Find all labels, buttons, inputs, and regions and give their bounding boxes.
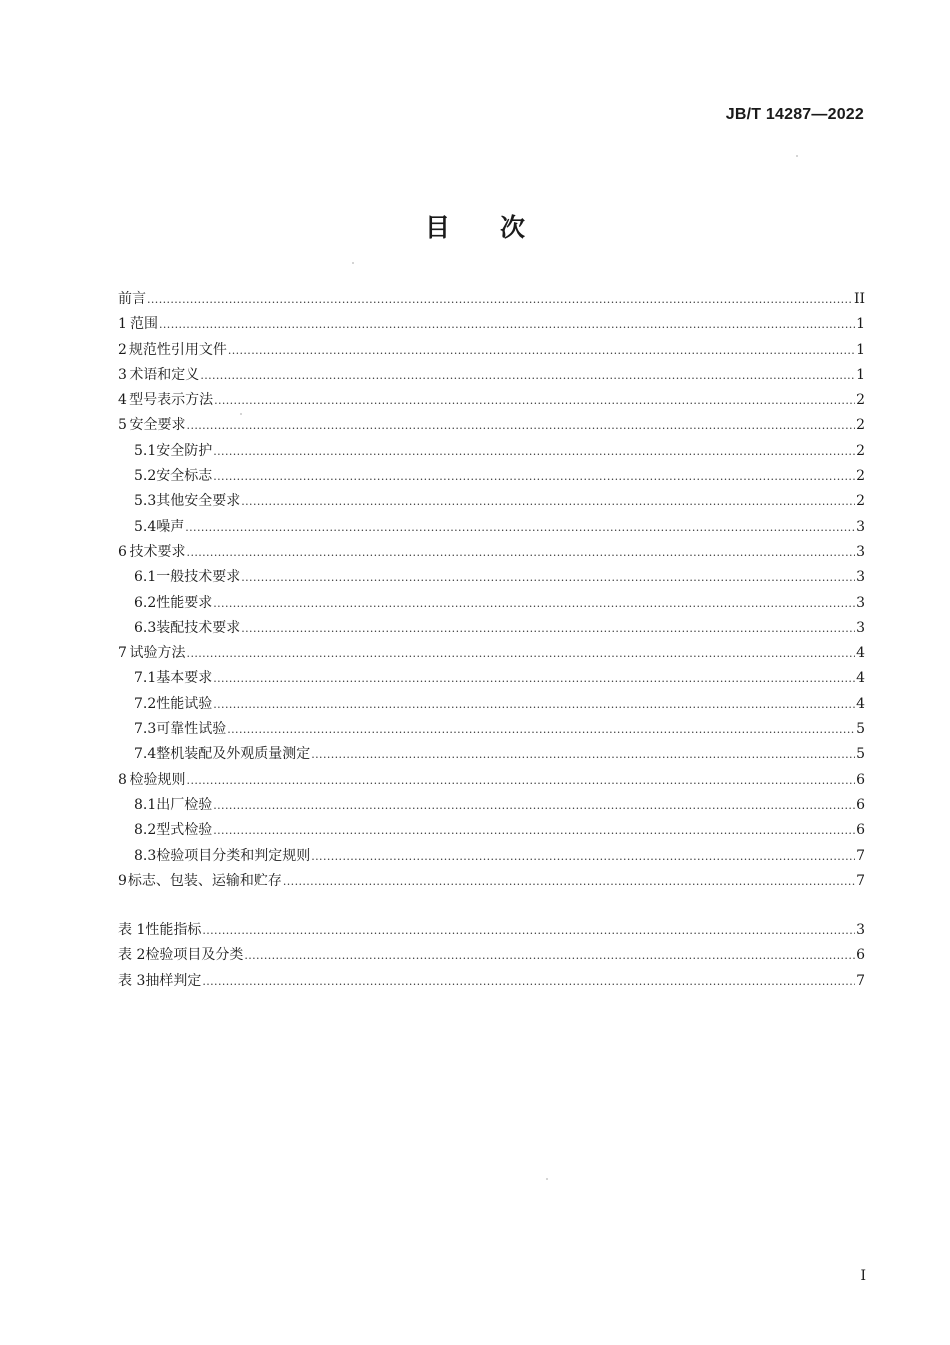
toc-entry[interactable]: [118, 642, 865, 667]
toc-entry-number: 2: [118, 341, 127, 358]
toc-entry-page: II: [853, 291, 865, 307]
toc-entry-number: 1: [118, 316, 127, 333]
toc-entry-page: 1: [856, 316, 865, 333]
toc-entry-number: 5.2: [134, 468, 157, 485]
toc-entry-title: 检验规则: [129, 771, 186, 788]
toc-entry-page: 1: [856, 341, 865, 358]
toc-subentry[interactable]: [118, 667, 865, 692]
toc-table-page: 6: [856, 947, 865, 964]
toc-subentry[interactable]: [118, 516, 865, 541]
toc-entry-title: 整机装配及外观质量测定: [156, 746, 311, 763]
toc-table-title: 检验项目及分类: [145, 947, 244, 964]
toc-subentry[interactable]: [118, 566, 865, 591]
toc-table-number: 表 2: [118, 947, 146, 964]
dot-leader: [241, 495, 855, 508]
toc-entry-number: 9: [118, 872, 127, 889]
toc-entry-number: 5.1: [134, 442, 157, 459]
toc-entry-page: 3: [856, 569, 865, 586]
toc-table-number: 表 3: [118, 972, 146, 989]
dot-leader: [213, 597, 855, 610]
page-title: [0, 208, 950, 244]
dot-leader: [202, 924, 855, 937]
table-of-contents: [118, 288, 865, 995]
toc-entry-title: 型式检验: [156, 822, 213, 839]
toc-entry[interactable]: [118, 414, 865, 439]
toc-entry-page: 6: [856, 822, 865, 839]
toc-entry-title: 检验项目分类和判定规则: [156, 847, 311, 864]
toc-entry-number: 8.3: [134, 847, 157, 864]
toc-entry[interactable]: [118, 339, 865, 364]
toc-entry-number: 6.1: [134, 569, 157, 586]
toc-table-page: 3: [856, 922, 865, 939]
toc-entry-number: 8: [118, 771, 127, 788]
toc-entry-number: 6.2: [134, 594, 157, 611]
toc-entry-title: 安全要求: [129, 417, 186, 434]
toc-entry-title: 出厂检验: [156, 796, 213, 813]
toc-entry-page: 6: [856, 796, 865, 813]
page-title-char-2: 次: [500, 213, 526, 242]
toc-entry-title: 规范性引用文件: [128, 341, 227, 358]
toc-entry[interactable]: [118, 364, 865, 389]
toc-entry-number: 7: [118, 645, 127, 662]
toc-entry-number: 5.3: [134, 493, 157, 510]
toc-entry-number: 3: [118, 366, 127, 383]
toc-subentry[interactable]: [118, 465, 865, 490]
dot-leader: [185, 521, 855, 534]
toc-entry-title: 试验方法: [129, 645, 186, 662]
dot-leader: [228, 344, 855, 357]
dot-leader: [241, 622, 855, 635]
toc-entry-page: 1: [856, 366, 865, 383]
toc-entry-title: 性能试验: [156, 695, 213, 712]
toc-entry-title: 性能要求: [156, 594, 213, 611]
toc-subentry[interactable]: [118, 617, 865, 642]
standard-code: JB/T 14287—2022: [725, 106, 864, 123]
toc-subentry[interactable]: [118, 490, 865, 515]
toc-entry-number: 7.4: [134, 746, 157, 763]
toc-table-title: 性能指标: [145, 922, 202, 939]
dot-leader: [244, 949, 855, 962]
toc-entry-title: 噪声: [156, 518, 185, 535]
toc-entry-page: 3: [856, 619, 865, 636]
toc-entry-number: 6: [118, 543, 127, 560]
dot-leader: [187, 419, 856, 432]
toc-entry-preface[interactable]: [118, 288, 865, 313]
toc-entry-page: 2: [856, 392, 865, 409]
dot-leader: [213, 445, 855, 458]
toc-entry-number: 8.2: [134, 822, 157, 839]
toc-entry-page: 7: [856, 872, 865, 889]
toc-entry-page: 7: [856, 847, 865, 864]
dot-leader: [227, 723, 855, 736]
toc-subentry[interactable]: [118, 819, 865, 844]
toc-subentry[interactable]: [118, 743, 865, 768]
toc-table-entry[interactable]: [118, 919, 865, 944]
toc-entry-number: 7.3: [134, 721, 157, 738]
dot-leader: [213, 672, 855, 685]
page-title-char-1: 目: [424, 213, 450, 242]
toc-entry-page: 4: [856, 670, 865, 687]
toc-table-number: 表 1: [118, 922, 146, 939]
toc-entry-title: 技术要求: [129, 543, 186, 560]
dot-leader: [213, 470, 855, 483]
toc-entry[interactable]: [118, 313, 865, 338]
toc-subentry[interactable]: [118, 693, 865, 718]
toc-entry-page: 4: [856, 645, 865, 662]
toc-subentry[interactable]: [118, 592, 865, 617]
toc-entry-number: 5: [118, 417, 127, 434]
toc-entry-title: 安全防护: [156, 442, 213, 459]
toc-entry-number: 8.1: [134, 796, 157, 813]
toc-entry-page: 5: [856, 721, 865, 738]
dot-leader: [202, 975, 855, 988]
scan-speck: [240, 413, 242, 415]
toc-entry-page: 5: [856, 746, 865, 763]
toc-entry-number: 7.1: [134, 670, 157, 687]
page-number: I: [860, 1268, 866, 1284]
toc-entry-title: 其他安全要求: [156, 493, 241, 510]
toc-entry-title: 安全标志: [156, 468, 213, 485]
toc-entry-number: 7.2: [134, 695, 157, 712]
dot-leader: [147, 293, 853, 306]
toc-entry-title: 标志、包装、运输和贮存: [127, 872, 282, 889]
toc-subentry[interactable]: [118, 845, 865, 870]
dot-leader: [213, 799, 855, 812]
dot-leader: [283, 875, 855, 888]
toc-entry-number: 5.4: [134, 518, 157, 535]
toc-entry-page: 2: [856, 417, 865, 434]
toc-entry-page: 3: [856, 594, 865, 611]
toc-entry-title: 型号表示方法: [129, 392, 214, 409]
toc-subentry[interactable]: [118, 794, 865, 819]
dot-leader: [187, 774, 856, 787]
scan-speck: [546, 1178, 548, 1180]
toc-entry-page: 4: [856, 695, 865, 712]
toc-entry[interactable]: [118, 870, 865, 895]
dot-leader: [214, 394, 855, 407]
toc-table-entry[interactable]: [118, 970, 865, 995]
dot-leader: [159, 318, 855, 331]
dot-leader: [311, 850, 855, 863]
scan-speck: [352, 262, 354, 264]
toc-entry-page: 3: [856, 543, 865, 560]
scan-speck: [796, 155, 798, 157]
toc-entry-title: 范围: [130, 316, 159, 333]
toc-table-entry[interactable]: [118, 944, 865, 969]
toc-entry-number: 4: [118, 392, 127, 409]
toc-subentry[interactable]: [118, 718, 865, 743]
toc-entry-number: 6.3: [134, 619, 157, 636]
toc-entry[interactable]: [118, 389, 865, 414]
dot-leader: [213, 824, 855, 837]
dot-leader: [311, 748, 855, 761]
toc-entry-page: 6: [856, 771, 865, 788]
dot-leader: [187, 546, 856, 559]
dot-leader: [187, 647, 856, 660]
toc-entry-page: 3: [856, 518, 865, 535]
toc-entry-title: 前言: [118, 291, 146, 307]
toc-entry[interactable]: [118, 541, 865, 566]
toc-entry[interactable]: [118, 769, 865, 794]
toc-entry-title: 可靠性试验: [156, 721, 227, 738]
toc-entry-page: 2: [856, 493, 865, 510]
dot-leader: [200, 369, 855, 382]
toc-entry-title: 基本要求: [156, 670, 213, 687]
dot-leader: [213, 698, 855, 711]
toc-entry-title: 装配技术要求: [156, 619, 241, 636]
toc-entry-title: 术语和定义: [129, 366, 200, 383]
dot-leader: [241, 571, 855, 584]
toc-entry-title: 一般技术要求: [156, 569, 241, 586]
toc-entry-page: 2: [856, 442, 865, 459]
toc-table-title: 抽样判定: [145, 972, 202, 989]
toc-table-page: 7: [856, 972, 865, 989]
toc-entry-page: 2: [856, 468, 865, 485]
toc-subentry[interactable]: [118, 440, 865, 465]
